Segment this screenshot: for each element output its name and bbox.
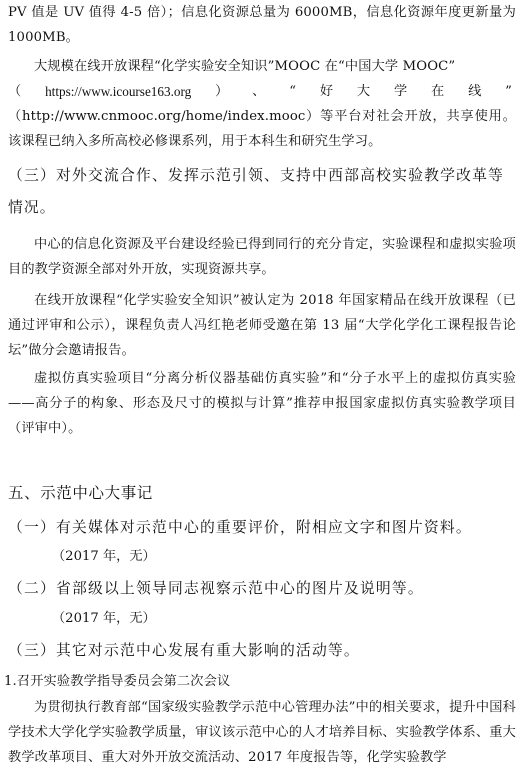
subsection-leader-visits: （二）省部级以上领导同志视察示范中心的图片及说明等。	[8, 580, 424, 597]
note-leader-visits: （2017 年，无）	[52, 611, 156, 626]
platform-char-4: 在	[431, 84, 445, 99]
separator: 、	[252, 84, 266, 99]
close-paren: ）	[215, 84, 229, 99]
paragraph-mooc-intro: 大规模在线开放课程“化学实验安全知识”MOOC 在“中国大学 MOOC”	[34, 59, 456, 74]
platform-char-5: 线	[468, 84, 482, 99]
open-paren: （	[8, 84, 22, 99]
icourse-link[interactable]: https://www.icourse163.org	[45, 84, 192, 99]
paragraph-resource-sharing: 中心的信息化资源及平台建设经验已得到同行的充分肯定，实验课程和虚拟实验项目的教学资源全部对外开放，实现资源共享。	[8, 237, 516, 277]
paragraph-online-course: 在线开放课程“化学实验安全知识”被认定为 2018 年国家精品在线开放课程（已通过评审和公示），课程负责人冯红艳老师受邀在第 13 届“大学化学化工课程报告论坛”做分会邀请报告。	[8, 293, 516, 358]
subsection-other-activities: （三）其它对示范中心发展有重大影响的活动等。	[8, 642, 360, 659]
list-item-meeting: 1.召开实验教学指导委员会第二次会议	[4, 674, 231, 689]
quote-open: “	[289, 84, 296, 99]
platform-char-3: 学	[393, 84, 408, 99]
quote-close: ”	[505, 84, 512, 99]
section-heading-exchange: （三）对外交流合作、发挥示范引领、支持中西部高校实验教学改革等情况。	[8, 167, 504, 216]
note-media: （2017 年，无）	[52, 549, 156, 564]
subsection-media: （一）有关媒体对示范中心的重要评价，附相应文字和图片资料。	[8, 519, 472, 536]
paragraph-mooc-platforms: （http://www.cnmooc.org/home/index.mooc）等平台对社会开放，共享使用。该课程已纳入多所高校必修课系列，用于本科生和研究生学习。	[8, 109, 516, 149]
section-title-events: 五、示范中心大事记	[8, 484, 153, 502]
paragraph-mooc-url-row	[0, 79, 520, 104]
paragraph-meeting-details: 为贯彻执行教育部“国家级实验教学示范中心管理办法”中的相关要求，提升中国科学技术大学化学实验教学质量，审议该示范中心的人才培养目标、实验教学体系、重大教学改革项目、重大对外开放交流活动、2017 年度报告等，化学实验教学	[8, 700, 516, 765]
platform-char-2: 大	[356, 84, 371, 99]
paragraph-statistics: PV 值是 UV 值得 4-5 倍）；信息化资源总量为 6000MB，信息化资源年度更新量为 1000MB。	[8, 5, 516, 45]
platform-char-1: 好	[319, 84, 334, 99]
paragraph-virtual-lab: 虚拟仿真实验项目“分离分析仪器基础仿真实验”和“分子水平上的虚拟仿真实验——高分子的构象、形态及尺寸的模拟与计算”推荐申报国家虚拟仿真实验教学项目（评审中）。	[8, 371, 516, 436]
